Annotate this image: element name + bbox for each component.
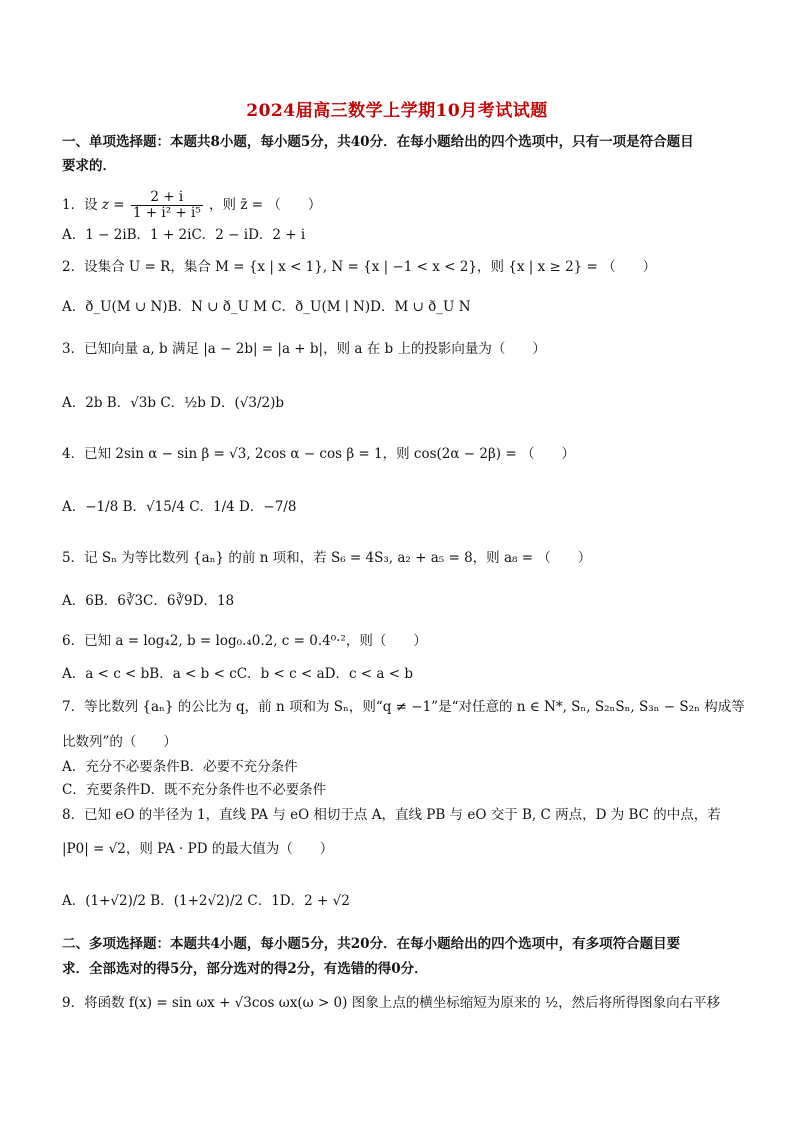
q4-stem: 4．已知 2sin α − sin β = √3, 2cos α − cos β = 1，则 cos(2α − 2β) = （ ） [62,446,575,462]
q1-zeq: z = [101,197,125,213]
q5-options: A．6B．6∛3C．6∛9D．18 [62,593,235,609]
q2-options: A．ð_U(M ∪ N)B．N ∪ ð_U M C．ð_U(M ∣ N)D．M ∪ ð_U N [62,299,471,315]
section1-heading-line1: 一、单项选择题：本题共8小题，每小题5分，共40分．在每小题给出的四个选项中，只有一项是符合题目 [62,134,694,150]
q1-fraction [131,190,203,221]
q9-stem: 9．将函数 f(x) = sin ωx + √3cos ωx(ω > 0) 图象上点的横坐标缩短为原来的 ½，然后将所得图象向右平移 [62,995,721,1011]
q5-stem: 5．记 Sₙ 为等比数列 {aₙ} 的前 n 项和，若 S₆ = 4S₃, a₂ + a₅ = 8，则 a₈ = （ ） [62,550,592,566]
q7-option-c-d: C．充要条件D．既不充分条件也不必要条件 [62,782,327,798]
section2-heading-line1: 二、多项选择题：本题共4小题，每小题5分，共20分．在每小题给出的四个选项中，有多项符合题目要 [62,936,681,952]
q8-options: A．(1+√2)/2 B．(1+2√2)/2 C．1D．2 + √2 [62,893,350,909]
q1-denominator: 1 + i² + i⁵ [132,205,201,221]
section1-heading-line2: 要求的． [62,158,116,174]
q7-stem-line1: 7．等比数列 {aₙ} 的公比为 q，前 n 项和为 Sₙ，则“q ≠ −1”是“对任意的 n ∈ N*, Sₙ, S₂ₙSₙ, S₃ₙ − S₂ₙ 构成等 [62,699,745,715]
q6-options: A．a < c < bB．a < b < cC．b < c < aD．c < a < b [62,666,413,682]
page-title: 2024届高三数学上学期10月考试试题 [246,101,548,121]
q1-numerator: 2 + i [131,190,203,206]
q3-stem: 3．已知向量 a, b 满足 |a − 2b| = |a + b|，则 a 在 b 上的投影向量为（ ） [62,341,546,357]
q3-options: A．2b B．√3b C．½b D．(√3/2)b [62,395,284,411]
section2-heading-line2: 求．全部选对的得5分，部分选对的得2分，有选错的得0分． [62,961,428,977]
q1-suffix: ，则 z̄ = （ ） [209,197,322,213]
q8-stem-line1: 8．已知 eO 的半径为 1，直线 PA 与 eO 相切于点 A，直线 PB 与 eO 交于 B, C 两点，D 为 BC 的中点，若 [62,807,721,823]
q1-prefix: 1．设 [62,197,98,213]
q8-stem-line2: |P0| = √2，则 PA · PD 的最大值为（ ） [62,841,334,857]
q6-stem: 6．已知 a = log₄2, b = log₀.₄0.2, c = 0.4⁰·²，则（ ） [62,633,427,649]
q1-stem [62,190,738,221]
q7-stem-line2: 比数列”的（ ） [62,734,177,750]
q7-option-a-b: A．充分不必要条件B．必要不充分条件 [62,759,298,775]
q4-options: A．−1/8 B．√15/4 C．1/4 D．−7/8 [62,499,297,515]
q1-options: A．1 − 2iB．1 + 2iC．2 − iD．2 + i [62,227,306,243]
q2-stem: 2．设集合 U = R，集合 M = {x | x < 1}, N = {x | −1 < x < 2}，则 {x | x ≥ 2} = （ ） [62,259,657,275]
